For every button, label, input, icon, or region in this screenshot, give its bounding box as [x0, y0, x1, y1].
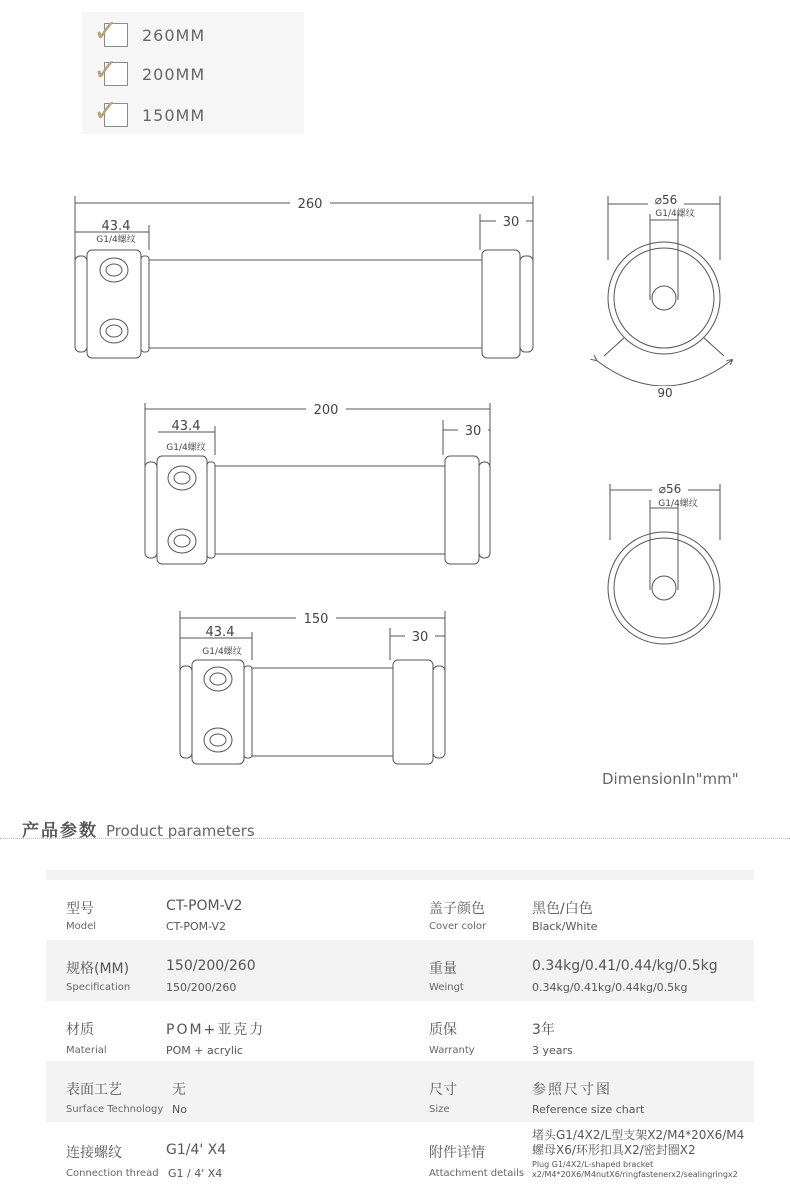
tube-150-cap: 30	[411, 630, 429, 645]
end-view-1-thread: G1/4螺纹	[655, 209, 695, 219]
param-value-en: Plug G1/4X2/L-shaped bracket x2/M4*20X6/M4nutX6/ringfastenerx2/sealingringx2	[532, 1160, 738, 1179]
tube-150-port-width: 43.4	[205, 625, 235, 640]
param-value-en: 0.34kg/0.41kg/0.44kg/0.5kg	[532, 981, 688, 994]
size-option-label: 150MM	[142, 105, 206, 125]
param-value-en: 3 years	[532, 1044, 573, 1057]
param-value-cn: 堵头G1/4X2/L型支架X2/M4*20X6/M4螺母X6/环形扣具X2/密封圈X2	[532, 1128, 745, 1157]
param-value-cn: CT-POM-V2	[166, 898, 243, 914]
tube-260-thread: G1/4螺纹	[96, 235, 136, 245]
check-icon: ✓	[93, 94, 119, 129]
param-key-en: Weingt	[429, 982, 464, 993]
param-key-cn: 规格(MM)	[66, 961, 130, 977]
size-option-label: 200MM	[142, 64, 206, 84]
param-key-cn: 盖子颜色	[429, 901, 485, 917]
param-key-en: Warranty	[429, 1045, 475, 1056]
param-key-en: Cover color	[429, 921, 487, 932]
section-divider	[0, 838, 790, 839]
param-key-cn: 附件详情	[429, 1145, 485, 1161]
tube-150-thread: G1/4螺纹	[202, 647, 242, 657]
tube-260-drawing	[75, 196, 533, 358]
tube-260-cap: 30	[502, 215, 520, 230]
param-key-cn: 重量	[429, 961, 457, 977]
table-row	[46, 1128, 754, 1188]
param-key-cn: 连接螺纹	[66, 1145, 122, 1161]
end-view-1-diameter: ⌀56	[654, 193, 678, 207]
tube-150-length: 150	[303, 612, 329, 627]
table-top-bar	[46, 870, 754, 880]
param-value-cn: POM+亚克力	[166, 1022, 266, 1038]
dimension-unit-note: DimensionIn"mm"	[602, 770, 739, 788]
param-key-en: Connection thread	[66, 1168, 159, 1179]
param-value-en: No	[172, 1103, 187, 1116]
param-key-en: Attachment details	[429, 1168, 525, 1179]
end-view-2-diameter: ⌀56	[658, 482, 682, 496]
table-row	[46, 940, 754, 1001]
param-value-en: 150/200/260	[166, 981, 237, 994]
param-key-cn: 质保	[429, 1022, 457, 1038]
param-value-cn: 3年	[532, 1022, 555, 1038]
size-option-label: 260MM	[142, 25, 206, 45]
param-value-cn: 无	[172, 1082, 186, 1098]
param-key-en: Size	[429, 1104, 450, 1115]
param-key-en: Material	[66, 1045, 107, 1056]
tube-200-port-width: 43.4	[171, 419, 201, 434]
param-value-en: CT-POM-V2	[166, 920, 226, 933]
end-view-1-angle: 90	[657, 386, 673, 400]
check-icon: ✓	[93, 14, 119, 49]
param-value-en: Black/White	[532, 920, 598, 933]
param-value-en: POM + acrylic	[166, 1044, 243, 1057]
param-value-cn: G1/4' X4	[166, 1142, 227, 1158]
param-key-en: Model	[66, 921, 97, 932]
tube-260-port-width: 43.4	[101, 219, 131, 234]
tube-200-cap: 30	[464, 424, 482, 439]
param-key-cn: 尺寸	[429, 1082, 457, 1098]
end-view-2-thread: G1/4螺纹	[658, 499, 698, 509]
param-value-cn: 黑色/白色	[532, 901, 593, 917]
section-title-cn: 产品参数	[22, 821, 98, 841]
param-value-en: G1 / 4' X4	[168, 1167, 223, 1180]
end-view-1-drawing	[596, 196, 732, 386]
tube-260-length: 260	[297, 197, 323, 212]
param-key-cn: 型号	[66, 901, 94, 917]
param-value-cn: 150/200/260	[166, 958, 256, 974]
param-value-cn: 0.34kg/0.41/0.44/kg/0.5kg	[532, 958, 718, 974]
check-icon: ✓	[93, 53, 119, 88]
param-value-cn: 参照尺寸图	[532, 1082, 612, 1098]
tube-200-length: 200	[313, 403, 339, 418]
param-value-en: Reference size chart	[532, 1103, 645, 1116]
table-row	[46, 1061, 754, 1122]
param-key-en: Specification	[66, 982, 131, 993]
section-title-en: Product parameters	[106, 822, 255, 840]
param-key-cn: 材质	[66, 1022, 94, 1038]
tube-200-thread: G1/4螺纹	[166, 443, 206, 453]
param-key-cn: 表面工艺	[66, 1082, 122, 1098]
param-key-en: Surface Technology	[66, 1104, 164, 1115]
